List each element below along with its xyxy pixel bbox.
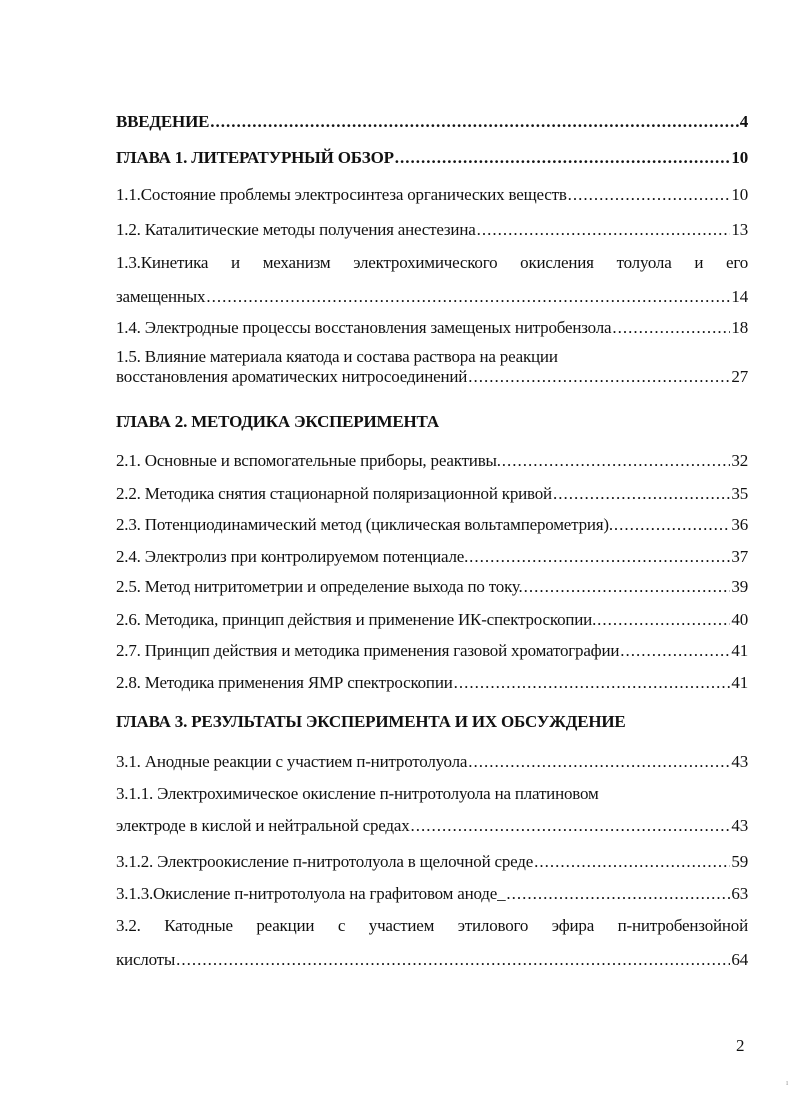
toc-entry [116, 608, 748, 632]
toc-page-number: 13 [731, 220, 748, 239]
dot-leader [468, 750, 730, 774]
dot-leader [506, 882, 730, 906]
toc-page-number: 37 [731, 547, 748, 566]
toc-page-number: 63 [731, 884, 748, 903]
toc-page-number: 27 [731, 367, 748, 386]
dot-leader [454, 671, 731, 695]
toc-page-number: 40 [731, 610, 748, 629]
toc-entry-title: 3.1.3.Окисление п-нитротолуола на графитовом аноде_ [116, 884, 506, 903]
page-number: 2 [736, 1036, 745, 1055]
dot-leader [469, 545, 730, 569]
toc-entry-title: замещенных [116, 287, 206, 306]
toc-entry [116, 545, 748, 569]
dot-leader [597, 608, 730, 632]
toc-entry [116, 639, 748, 663]
toc-page-number: 10 [731, 148, 748, 167]
dot-leader [612, 316, 730, 340]
toc-entry-title: ГЛАВА 3. РЕЗУЛЬТАТЫ ЭКСПЕРИМЕНТА И ИХ ОБСУЖДЕНИЕ [116, 712, 626, 731]
dot-leader [568, 183, 731, 207]
toc-entry-title: 2.5. Метод нитритометрии и определение выхода по току. [116, 577, 523, 596]
toc-page-number: 64 [731, 950, 748, 969]
toc-page-number: 41 [731, 641, 748, 660]
scan-mark: ı [786, 1078, 789, 1087]
toc-entry-title: ГЛАВА 1. ЛИТЕРАТУРНЫЙ ОБЗОР [116, 148, 394, 167]
dot-leader [524, 575, 731, 599]
toc-page-number: 39 [731, 577, 748, 596]
toc-entry [116, 482, 748, 506]
toc-entry-title: ВВЕДЕНИЕ [116, 112, 210, 131]
dot-leader [534, 850, 730, 874]
dot-leader [206, 285, 730, 309]
toc-entry [116, 365, 748, 389]
dot-leader [502, 449, 731, 473]
toc-page-number: 4 [739, 112, 748, 131]
toc-entry-title: 3.2. Катодные реакции с участием этилового эфира п-нитробензойной [116, 916, 748, 935]
toc-entry-title: 2.8. Методика применения ЯМР спектроскопии [116, 673, 453, 692]
toc-page-number: 32 [731, 451, 748, 470]
dot-leader [468, 365, 730, 389]
toc-chapter-heading [116, 110, 748, 134]
toc-entry [116, 251, 748, 275]
toc-entry-title: 3.1.1. Электрохимическое окисление п-нитротолуола на платиновом [116, 784, 599, 803]
toc-entry [116, 449, 748, 473]
dot-leader [620, 639, 730, 663]
toc-entry [116, 948, 748, 972]
toc-entry-title: 1.3.Кинетика и механизм электрохимического окисления толуола и его [116, 253, 748, 272]
toc-entry-title: кислоты [116, 950, 176, 969]
dot-leader [477, 218, 731, 242]
toc-entry-title: 2.4. Электролиз при контролируемом потенциале. [116, 547, 469, 566]
dot-leader [176, 948, 730, 972]
toc-entry [116, 814, 748, 838]
toc-entry-title: 2.7. Принцип действия и методика применения газовой хроматографии [116, 641, 620, 660]
toc-entry [116, 882, 748, 906]
toc-page-number: 59 [731, 852, 748, 871]
toc-page-number: 35 [731, 484, 748, 503]
toc-entry-title: ГЛАВА 2. МЕТОДИКА ЭКСПЕРИМЕНТА [116, 412, 439, 431]
toc-page-number: 41 [731, 673, 748, 692]
toc-entry [116, 218, 748, 242]
toc-page-number: 10 [731, 185, 748, 204]
toc-entry [116, 850, 748, 874]
toc-entry [116, 671, 748, 695]
toc-entry [116, 513, 748, 537]
toc-entry [116, 750, 748, 774]
toc-entry-title: 1.1.Состояние проблемы электросинтеза органических веществ [116, 185, 567, 204]
toc-page-number: 14 [731, 287, 748, 306]
dot-leader [411, 814, 731, 838]
toc-entry-title: 1.4. Электродные процессы восстановления замещеных нитробензола [116, 318, 612, 337]
toc-entry-title: восстановления ароматических нитросоединений [116, 367, 468, 386]
dot-leader [210, 110, 738, 134]
toc-entry-title: 2.2. Методика снятия стационарной поляризационной кривой [116, 484, 552, 503]
toc-entry-title: 1.5. Влияние материала кяатода и состава раствора на реакции [116, 347, 558, 366]
toc-entry [116, 285, 748, 309]
toc-entry-title: 2.1. Основные и вспомогательные приборы, реактивы. [116, 451, 501, 470]
toc-page-number: 43 [731, 752, 748, 771]
toc-chapter-heading [116, 146, 748, 170]
dot-leader [614, 513, 730, 537]
toc-chapter-heading [116, 410, 748, 434]
toc-entry-title: 3.1. Анодные реакции с участием п-нитротолуола [116, 752, 468, 771]
toc-entry-title: электроде в кислой и нейтральной средах [116, 816, 410, 835]
toc-entry [116, 575, 748, 599]
toc-entry [116, 914, 748, 938]
toc-page-number: 43 [731, 816, 748, 835]
toc-entry-title: 3.1.2. Электроокисление п-нитротолуола в щелочной среде [116, 852, 534, 871]
dot-leader [395, 146, 731, 170]
toc-entry-title: 1.2. Каталитические методы получения анестезина [116, 220, 476, 239]
toc-entry-title: 2.3. Потенциодинамический метод (циклическая вольтамперометрия). [116, 515, 613, 534]
toc-page-number: 18 [731, 318, 748, 337]
dot-leader [553, 482, 730, 506]
toc-page-number: 36 [731, 515, 748, 534]
toc-entry-title: 2.6. Методика, принцип действия и применение ИК-спектроскопии. [116, 610, 597, 629]
toc-chapter-heading [116, 710, 748, 734]
toc-entry [116, 183, 748, 207]
toc-entry [116, 316, 748, 340]
toc-entry [116, 782, 748, 806]
